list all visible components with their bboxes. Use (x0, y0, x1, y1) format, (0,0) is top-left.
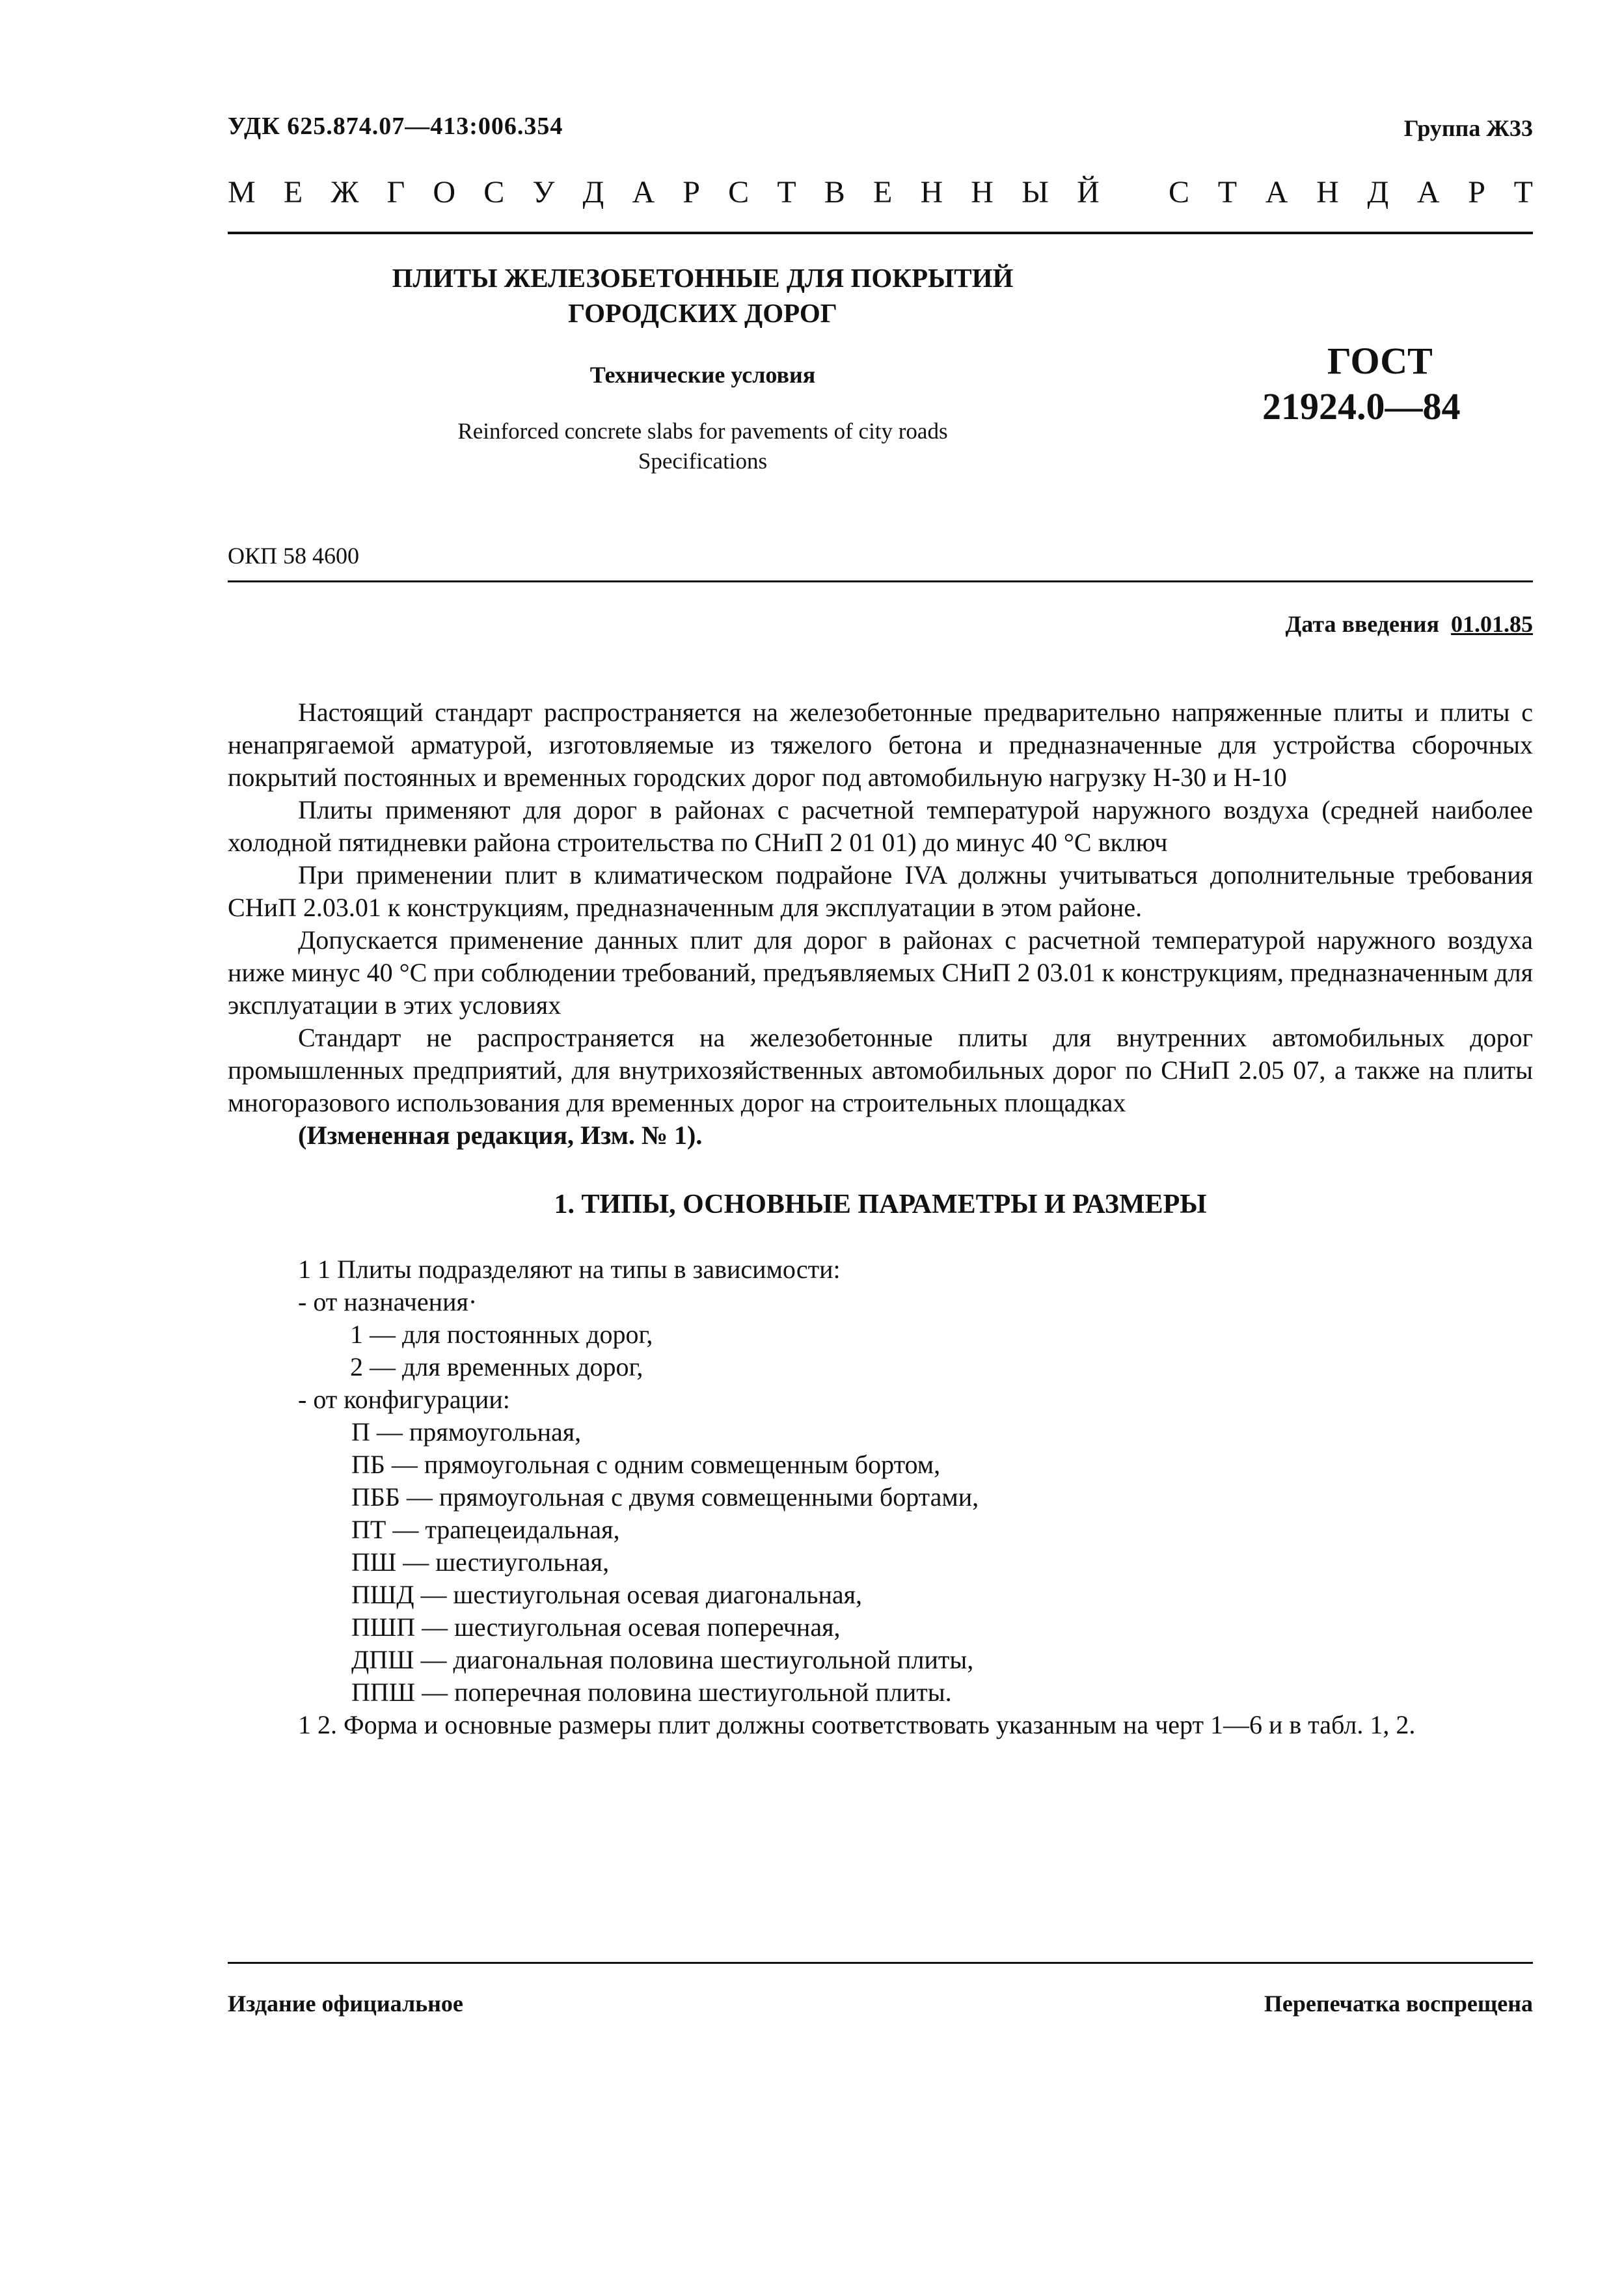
banner-letter: А (1416, 175, 1440, 210)
date-value: 01.01.85 (1451, 611, 1533, 637)
banner-letter: С (483, 175, 505, 210)
banner-letter: Д (582, 175, 604, 210)
banner-letter: Д (1367, 175, 1389, 210)
banner-letter: Н (971, 175, 994, 210)
banner-letter: Е (873, 175, 893, 210)
english-title-line-2: Specifications (638, 448, 768, 474)
banner-letter: Т (1217, 175, 1238, 210)
official-edition-label: Издание официальное (228, 1991, 463, 2017)
banner-letter: Ы (1022, 175, 1049, 210)
section-1-heading: 1. ТИПЫ, ОСНОВНЫЕ ПАРАМЕТРЫ И РАЗМЕРЫ (554, 1190, 1207, 1219)
banner-letter: Т (777, 175, 796, 210)
item-1-1: 1 1 Плиты подразделяют на типы в зависимости: (298, 1255, 841, 1284)
banner-letter: Н (1316, 175, 1339, 210)
udk-code: УДК 625.874.07—413:006.354 (228, 113, 563, 140)
reprint-prohibited-label: Перепечатка воспрещена (1264, 1991, 1533, 2017)
banner-letter: М (228, 175, 256, 210)
banner-letter: А (1265, 175, 1288, 210)
banner-letter: Г (386, 175, 405, 210)
banner-letter: С (728, 175, 750, 210)
footer-rule (228, 1962, 1533, 1964)
purpose-item: 2 — для временных дорог, (350, 1352, 643, 1381)
config-item: ППШ — поперечная половина шестиугольной плиты. (351, 1678, 952, 1707)
config-item: ПШ — шестиугольная, (351, 1547, 610, 1577)
gost-designation (1262, 338, 1588, 429)
document-title (364, 260, 1041, 331)
config-item: ПШП — шестиугольная осевая поперечная, (351, 1612, 841, 1642)
paragraph-climate: При применении плит в климатическом подрайоне IVA должны учитываться дополнительные требования СНиП 2.03.01 к конструкциям, предназначенным для эксплуатации в этом районе. (228, 860, 1533, 922)
document-subtitle: Технические условия (589, 362, 816, 388)
paragraph-scope: Настоящий стандарт распространяется на железобетонные предварительно напряженные плиты и плиты с ненапрягаемой арматурой, изготовляемые из тяжелого бетона и предназначенные для устройства сборочных покрытий постоянных и временных городских дорог под автомобильную нагрузку Н-30 и Н-10 (228, 698, 1533, 792)
introduction-date (1286, 610, 1534, 638)
by-purpose-label: - от назначения· (298, 1287, 478, 1316)
okp-rule (228, 580, 1533, 582)
purpose-item: 1 — для постоянных дорог, (350, 1320, 653, 1349)
english-title (364, 416, 1041, 476)
banner-letter: С (1169, 175, 1190, 210)
modification-note: (Измененная редакция, Изм. № 1). (298, 1121, 703, 1150)
banner-letter: Й (1077, 175, 1100, 210)
paragraph-exclusions: Стандарт не распространяется на железобетонные плиты для внутренних автомобильных дорог промышленных предприятий, для внутрихозяйственных автомобильных дорог по СНиП 2.05 07, а также на плиты многоразового использования для временных дорог на строительных площадках (228, 1023, 1533, 1117)
banner-letter: Н (920, 175, 943, 210)
config-item: ДПШ — диагональная половина шестиугольной плиты, (351, 1645, 974, 1674)
paragraph-low-temperature: Допускается применение данных плит для дорог в районах с расчетной температурой наружного воздуха ниже минус 40 °С при соблюдении требований, предъявляемых СНиП 2 03.01 к конструкциям, предназначенным для эксплуатации в этих условиях (228, 925, 1533, 1020)
item-1-2: 1 2. Форма и основные размеры плит должны соответствовать указанным на черт 1—6 и в табл. 1, 2. (298, 1710, 1416, 1739)
standard-banner (228, 174, 1533, 210)
banner-letter: У (532, 175, 555, 210)
gost-label: ГОСТ (1327, 340, 1433, 382)
date-label: Дата введения (1285, 611, 1439, 637)
by-config-label: - от конфигурации: (298, 1385, 510, 1414)
config-item: ПБ — прямоугольная с одним совмещенным бортом, (351, 1450, 941, 1479)
header-rule (228, 232, 1533, 234)
banner-word-interstate (228, 174, 1100, 210)
group-code: Группа Ж33 (1403, 115, 1533, 141)
config-item: ПТ — трапецеидальная, (351, 1515, 620, 1544)
banner-letter: А (632, 175, 655, 210)
banner-letter: Т (1513, 175, 1533, 210)
title-line-1: ПЛИТЫ ЖЕЛЕЗОБЕТОННЫЕ ДЛЯ ПОКРЫТИЙ (392, 263, 1014, 293)
config-item: ПББ — прямоугольная с двумя совмещенными бортами, (351, 1482, 979, 1512)
banner-word-standard (1169, 174, 1533, 210)
paragraph-application: Плиты применяют для дорог в районах с расчетной температурой наружного воздуха (средней наиболее холодной пятидневки района строительства по СНиП 2 01 01) до минус 40 °С включ (228, 795, 1533, 857)
document-body (228, 696, 1533, 1741)
banner-letter: Р (683, 175, 700, 210)
banner-letter: Е (283, 175, 303, 210)
banner-letter: О (433, 175, 456, 210)
config-item: П — прямоугольная, (351, 1417, 582, 1447)
english-title-line-1: Reinforced concrete slabs for pavements of city roads (457, 418, 948, 444)
okp-code: ОКП 58 4600 (228, 543, 360, 569)
config-item: ПШД — шестиугольная осевая диагональная, (351, 1580, 863, 1609)
banner-letter: Ж (331, 175, 359, 210)
gost-number: 21924.0—84 (1262, 385, 1461, 428)
banner-letter: В (824, 175, 845, 210)
title-line-2: ГОРОДСКИХ ДОРОГ (568, 298, 837, 328)
banner-letter: Р (1468, 175, 1485, 210)
